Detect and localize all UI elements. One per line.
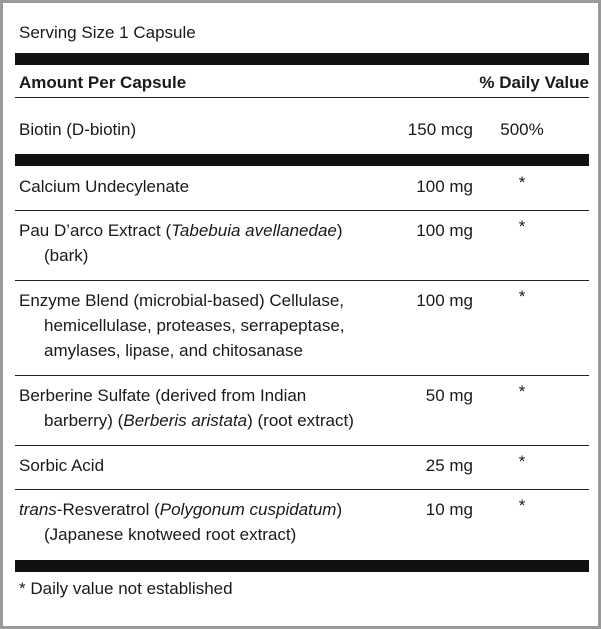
row-divider: [15, 280, 589, 281]
ingredient-name-line3: amylases, lipase, and chitosanase: [44, 341, 303, 360]
row-divider: [15, 210, 589, 211]
serving-size: Serving Size 1 Capsule: [19, 23, 196, 42]
ingredient-name-text: Biotin (D-biotin): [19, 120, 137, 139]
row-divider: [15, 445, 589, 446]
ingredient-name-text: ): [336, 221, 343, 240]
ingredient-amount: 150 mcg: [407, 120, 473, 139]
ingredient-name-text: ): [336, 500, 343, 519]
row-divider: [15, 489, 589, 490]
latin-prefix: trans: [19, 500, 57, 519]
ingredient-name: [19, 288, 389, 363]
daily-value: *: [518, 452, 526, 471]
amount-per-capsule-heading: Amount Per Capsule: [19, 73, 187, 92]
ingredient-name-line2: (bark): [44, 246, 89, 265]
ingredient-amount: 100 mg: [416, 291, 473, 310]
ingredient-name-text: barberry) (: [44, 411, 124, 430]
footnote: * Daily value not established: [19, 579, 233, 598]
ingredient-name-line2: hemicellulase, proteases, serrapeptase,: [44, 316, 345, 335]
ingredient-name-text: Calcium Undecylenate: [19, 177, 190, 196]
daily-value: *: [518, 496, 526, 515]
ingredient-amount: 25 mg: [425, 456, 473, 475]
section-divider-middle: [15, 154, 589, 166]
daily-value: *: [518, 287, 526, 306]
ingredient-name: [19, 117, 389, 142]
daily-value: 500%: [500, 120, 544, 139]
section-divider-top: [15, 53, 589, 65]
ingredient-amount: 100 mg: [416, 221, 473, 240]
daily-value: *: [518, 173, 526, 192]
ingredient-amount: 100 mg: [416, 177, 473, 196]
ingredient-name-line1: Enzyme Blend (microbial-based) Cellulase,: [19, 291, 345, 310]
daily-value: *: [518, 382, 526, 401]
ingredient-name-line1: Berberine Sulfate (derived from Indian: [19, 386, 307, 405]
latin-name: Polygonum cuspidatum: [159, 500, 337, 519]
ingredient-name-text: -Resveratrol (: [56, 500, 160, 519]
daily-value: *: [518, 217, 526, 236]
ingredient-name-line2: (Japanese knotweed root extract): [44, 525, 297, 544]
ingredient-name-text: Pau D’arco Extract (: [19, 221, 172, 240]
section-divider-bottom: [15, 560, 589, 572]
ingredient-amount: 10 mg: [425, 500, 473, 519]
latin-name: Berberis aristata: [123, 411, 248, 430]
ingredient-amount: 50 mg: [425, 386, 473, 405]
latin-name: Tabebuia avellanedae: [171, 221, 337, 240]
ingredient-name-text: ) (root extract): [247, 411, 354, 430]
daily-value-heading: % Daily Value: [479, 73, 589, 92]
ingredient-name: [19, 453, 389, 478]
ingredient-name: [19, 497, 389, 547]
ingredient-name-text: Sorbic Acid: [19, 456, 105, 475]
ingredient-name: [19, 174, 389, 199]
ingredient-name: [19, 383, 389, 433]
row-divider: [15, 375, 589, 376]
ingredient-name: [19, 218, 389, 268]
header-divider: [15, 97, 589, 98]
